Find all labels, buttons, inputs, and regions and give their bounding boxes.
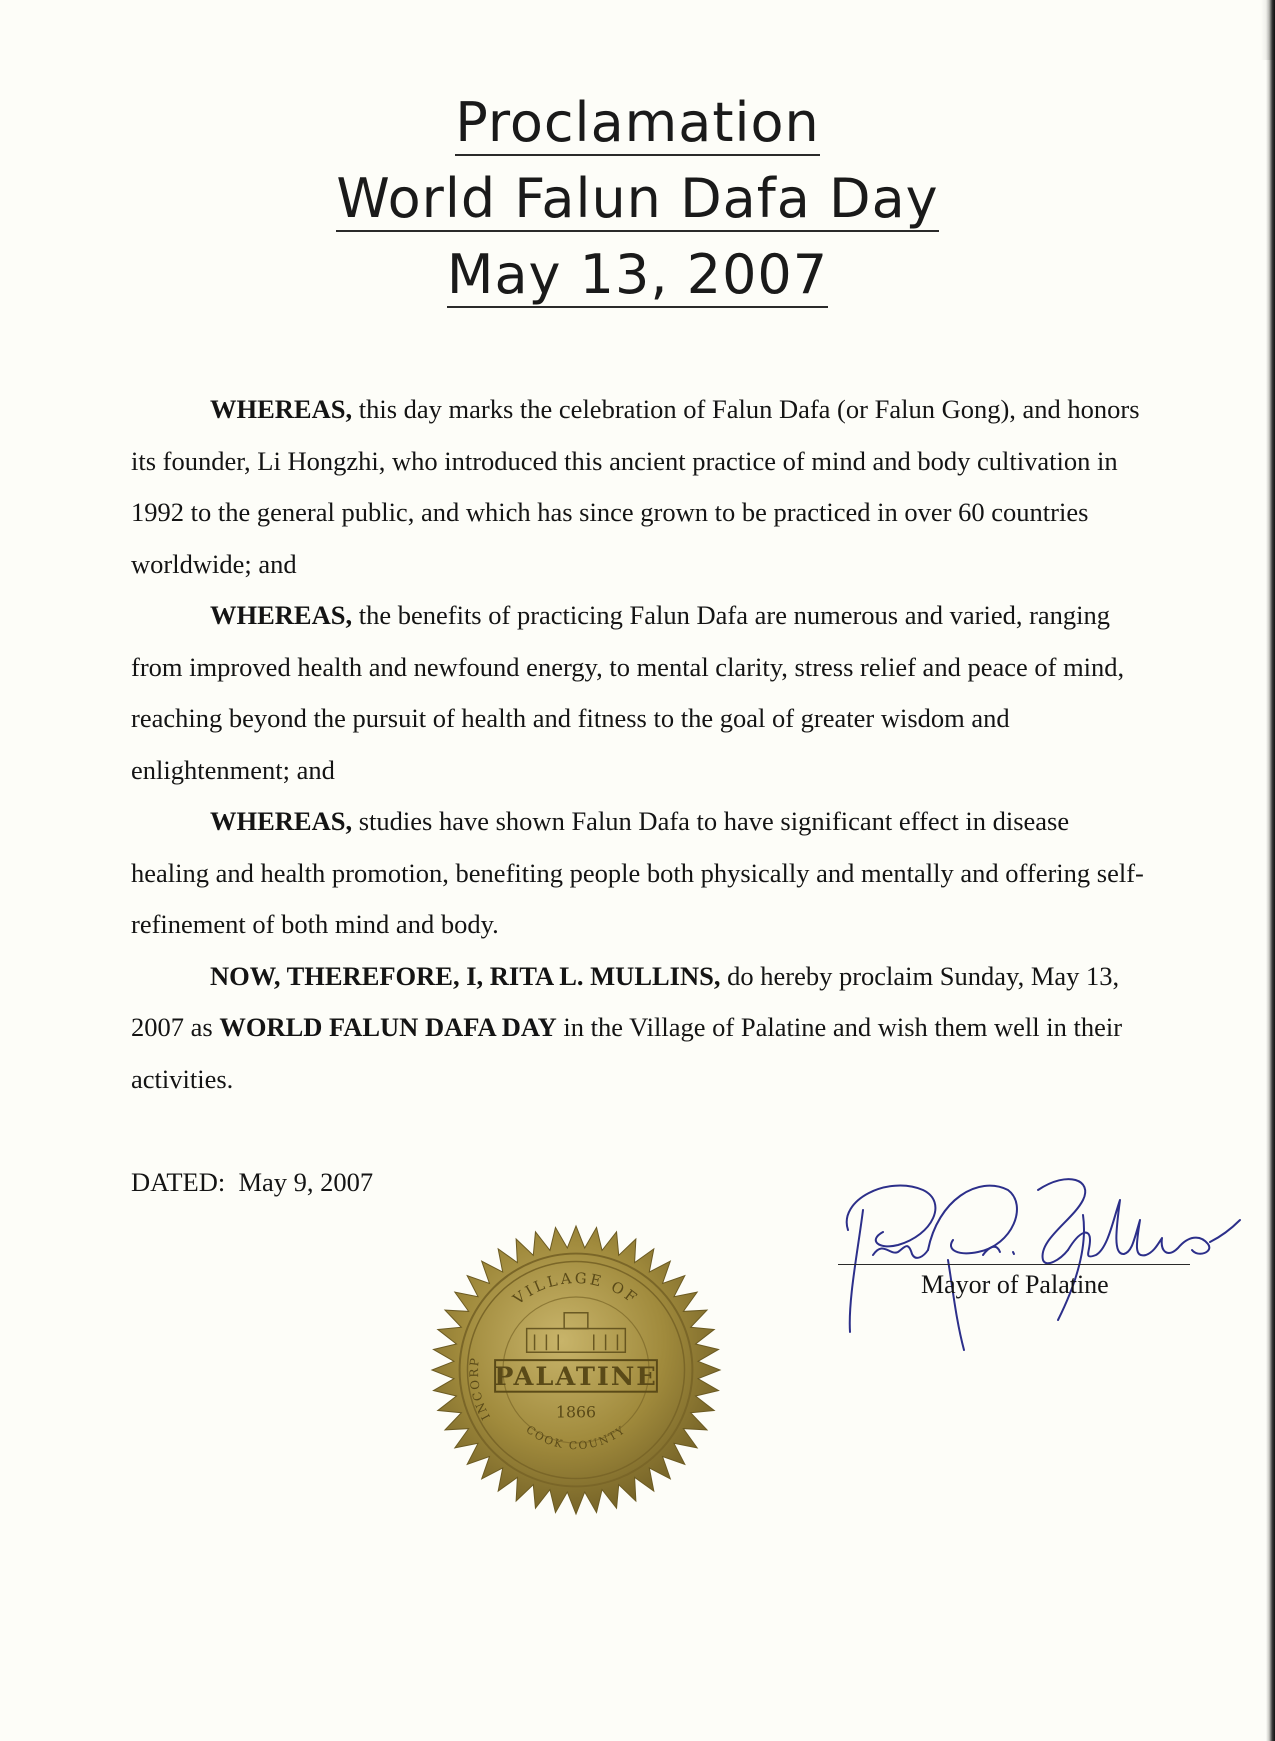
whereas-lead: WHEREAS,: [210, 600, 353, 630]
seal-year: 1866: [555, 1402, 597, 1422]
paragraph-text: do hereby proclaim Sunday, May 13, 2007 as: [131, 960, 1120, 1042]
seal-top-text: VILLAGE OF: [510, 1269, 642, 1309]
dated-line: DATED: May 9, 2007: [131, 1167, 374, 1197]
title-proclamation: Proclamation: [455, 91, 820, 154]
now-therefore-paragraph: [131, 951, 1147, 1106]
now-therefore-lead: NOW, THEREFORE, I, RITA L. MULLINS,: [210, 960, 721, 991]
seal-center-text: PALATINE: [494, 1361, 658, 1392]
whereas-paragraph-3: [131, 796, 1147, 951]
scan-edge-shadow: [1261, 0, 1275, 60]
village-seal: [428, 1222, 724, 1518]
whereas-lead: WHEREAS,: [210, 806, 353, 836]
seal-left-text: INCORP: [467, 1355, 494, 1423]
paragraph-text: this day marks the celebration of Falun Dafa (or Falun Gong), and honors its founder, Li Hongzhi, who introduced this ancient practice of mind and body cultivation in 1992 to the general public, and which has since grown to be practiced in over 60 countries worldwide; and: [131, 394, 1140, 579]
paragraph-text: the benefits of practicing Falun Dafa are numerous and varied, ranging from improved health and newfound energy, to mental clarity, stress relief and peace of mind, reaching beyond the pursuit of health and fitness to the goal of greater wisdom and enlightenment; and: [131, 600, 1125, 785]
whereas-paragraph-1: [131, 384, 1147, 590]
seal-bottom-text: COOK COUNTY: [523, 1422, 629, 1453]
paragraph-text: in the Village of Palatine and wish them well in their activities.: [131, 1012, 1123, 1094]
mayor-signature: [828, 1160, 1248, 1360]
event-name-emphasis: WORLD FALUN DAFA DAY: [219, 1012, 557, 1042]
signature-line: [838, 1264, 1190, 1265]
signature-caption: Mayor of Palatine: [921, 1270, 1109, 1299]
whereas-paragraph-2: [131, 590, 1147, 796]
title-block: [0, 91, 1275, 324]
proclamation-body: [131, 384, 1147, 1105]
title-date: May 13, 2007: [446, 243, 829, 306]
whereas-lead: WHEREAS,: [210, 394, 353, 424]
title-event-name: World Falun Dafa Day: [336, 167, 939, 230]
paragraph-text: studies have shown Falun Dafa to have significant effect in disease healing and health promotion, benefiting people both physically and mentally and offering self-refinement of both mind and body.: [131, 806, 1144, 939]
